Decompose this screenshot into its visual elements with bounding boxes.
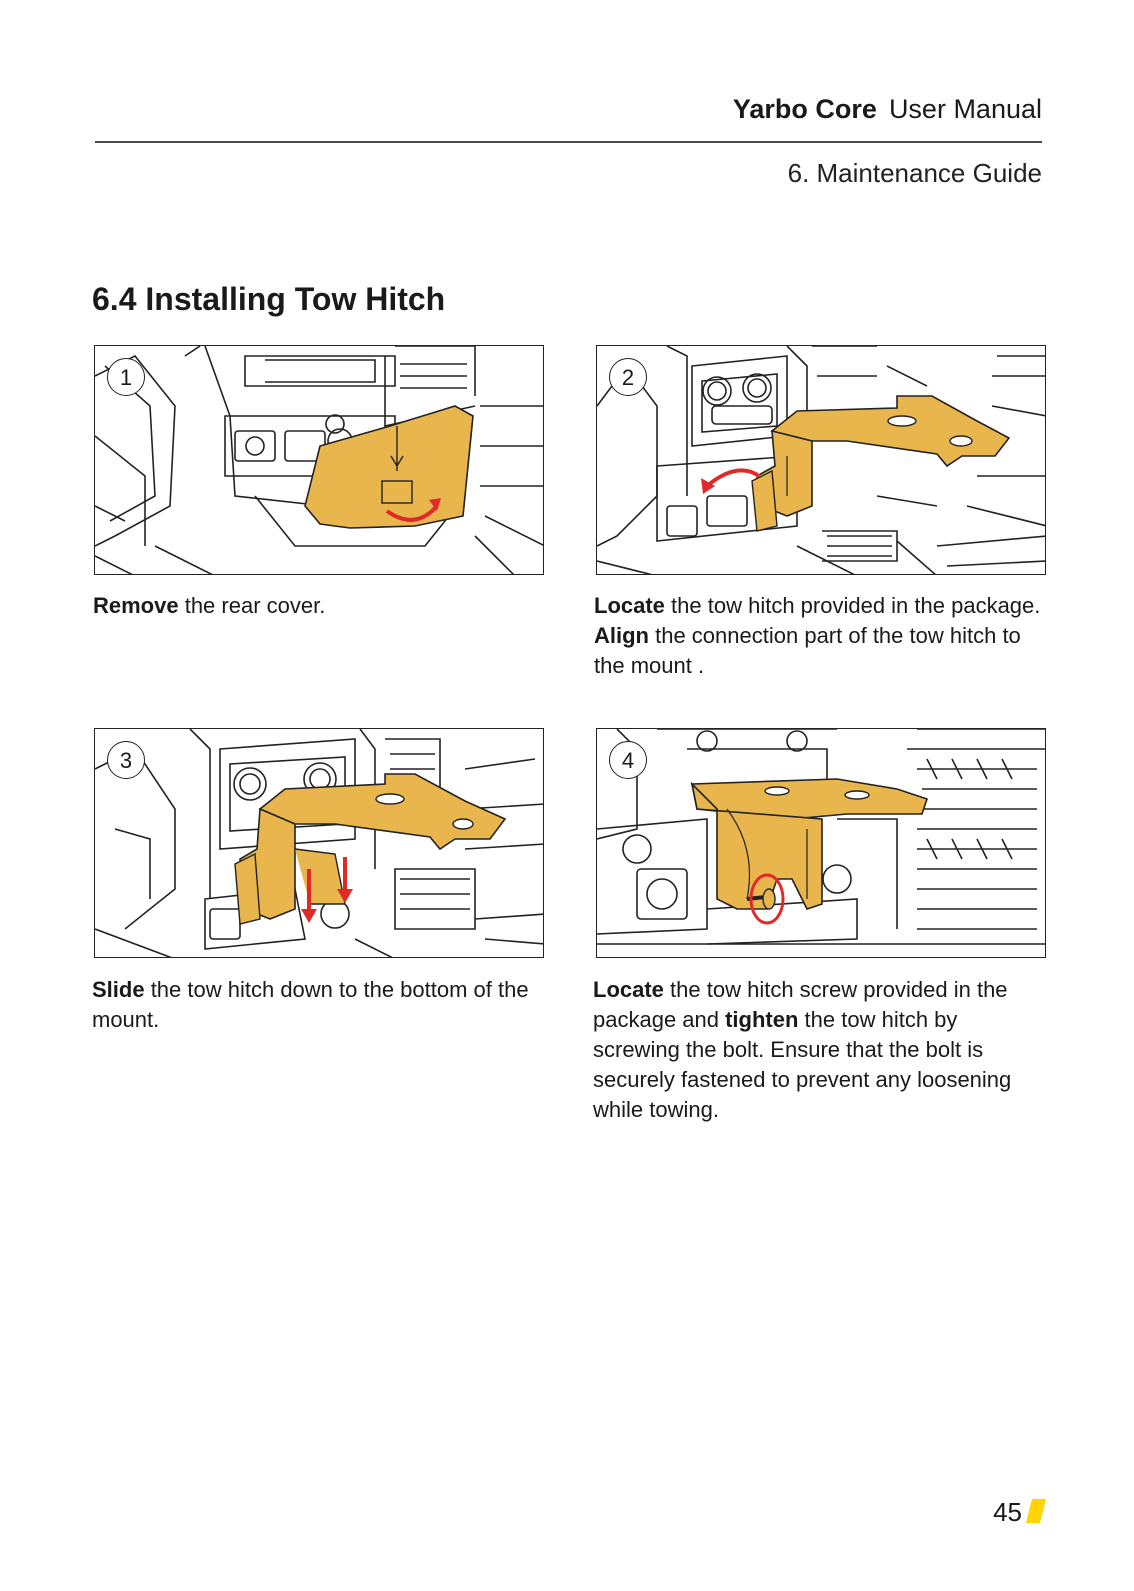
step-number-badge: 3 <box>107 741 145 779</box>
align-arrow <box>707 470 759 486</box>
step-1-action: Remove <box>93 593 179 618</box>
step-4-action: Locate <box>593 977 664 1002</box>
step-4-action-2: tighten <box>725 1007 799 1032</box>
rear-cover-removal-drawing <box>95 346 544 575</box>
step-2-instruction <box>594 591 1044 681</box>
section-title: 6.4 Installing Tow Hitch <box>92 281 446 317</box>
step-4-text-2: the tow hitch by screwing the bolt. Ensure that the bolt is securely fastened to prevent any loosening while towing. <box>593 1007 1012 1122</box>
step-4-text: the tow hitch screw provided in the package and <box>593 977 1008 1032</box>
document-type: User Manual <box>888 94 1042 124</box>
chapter-title: 6. Maintenance Guide <box>787 158 1042 188</box>
header-divider <box>95 141 1042 143</box>
step-3-illustration <box>94 728 544 958</box>
step-1-illustration <box>94 345 544 575</box>
step-3-text: the tow hitch down to the bottom of the mount. <box>92 977 529 1032</box>
tow-hitch-plate <box>260 774 505 849</box>
tow-hitch-tighten-drawing <box>597 729 1046 958</box>
step-2-action-2: Align <box>594 623 649 648</box>
tow-hitch-slide-drawing <box>95 729 544 958</box>
step-2-action: Locate <box>594 593 665 618</box>
step-number-badge: 2 <box>609 358 647 396</box>
step-4-instruction <box>593 975 1043 1125</box>
page-number: 45 <box>993 1497 1022 1527</box>
step-1-instruction <box>93 591 543 621</box>
manual-title <box>733 92 1042 126</box>
step-number-badge: 1 <box>107 358 145 396</box>
step-2-text-2: the connection part of the tow hitch to the mount . <box>594 623 1021 678</box>
step-1-text: the rear cover. <box>178 593 326 618</box>
step-4-illustration <box>596 728 1046 958</box>
step-3-action: Slide <box>92 977 145 1002</box>
step-3-instruction <box>92 975 542 1035</box>
step-number-badge: 4 <box>609 741 647 779</box>
brand-name: Yarbo Core <box>732 94 877 124</box>
page-accent-mark <box>1026 1499 1046 1523</box>
step-2-illustration <box>596 345 1046 575</box>
tow-hitch-align-drawing <box>597 346 1046 575</box>
step-2-text: the tow hitch provided in the package. <box>664 593 1041 618</box>
